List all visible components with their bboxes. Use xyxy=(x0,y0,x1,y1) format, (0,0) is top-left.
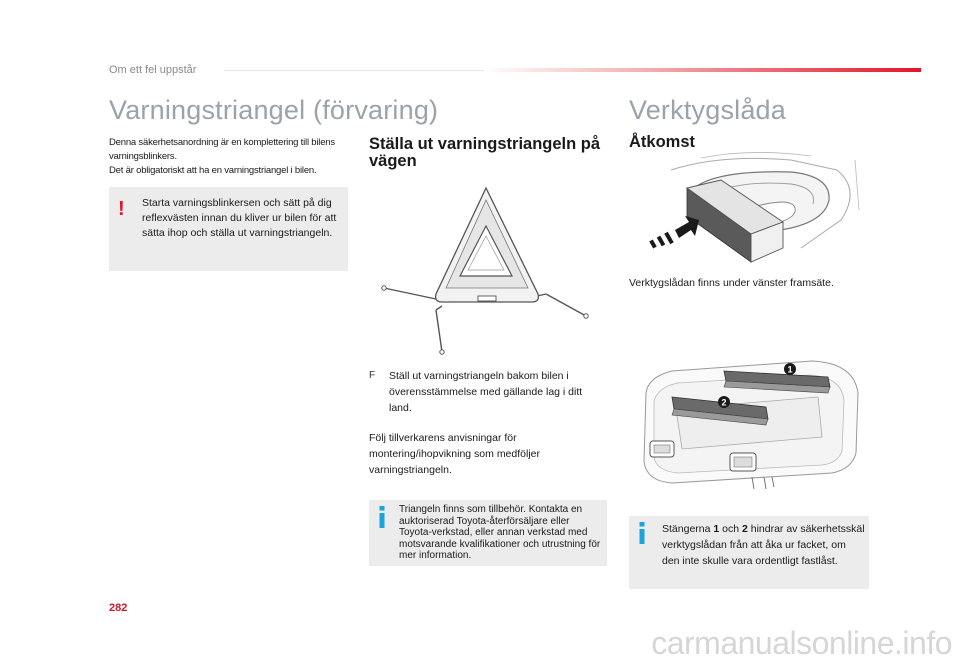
info-text-suffix: hindrar av säkerhetsskäl verktygslådan från att åka ur facket, om den inte skulle vara ordentligt fastlåst. xyxy=(662,523,865,567)
follow-instructions-text: Följ tillverkarens anvisningar för montering/ihopvikning som medföljer varningstriangeln. xyxy=(369,432,540,476)
page-title-toolbox: Verktygslåda xyxy=(629,95,786,125)
step-bullet-icon: F xyxy=(369,370,376,381)
info-bar-number-1: 1 xyxy=(713,523,720,535)
info-text-mid: och xyxy=(719,523,742,535)
warning-text: Starta varningsblinkersen och sätt på dig reflexvästen innan du kliver ur bilen för att sätta ihop och ställa ut varningstriangeln. xyxy=(142,197,337,239)
info-text-prefix: Stängerna xyxy=(662,523,714,535)
info-bar-number-2: 2 xyxy=(741,523,748,535)
info-icon xyxy=(637,522,647,544)
warning-icon: ! xyxy=(118,198,125,220)
header-accent-rule xyxy=(480,68,921,72)
warning-box xyxy=(109,187,348,271)
info-text-bars xyxy=(662,521,865,569)
info-text-accessory: Triangeln finns som tillbehör. Kontakta en auktoriserad Toyota-återförsäljare eller Toyota-verkstad, eller annan verkstad med motsvarande kvalifikationer och utrustning för mer information. xyxy=(399,504,601,561)
info-icon xyxy=(377,506,387,528)
header-rule-gray xyxy=(224,70,484,71)
toolbox-location-caption: Verktygslådan finns under vänster framsäte. xyxy=(629,277,834,289)
intro-line-2: Det är obligatoriskt att ha en varningstriangel i bilen. xyxy=(109,165,317,176)
intro-line-1: Denna säkerhetsanordning är en komplettering till bilens varningsblinkers. xyxy=(109,137,335,162)
intro-text xyxy=(109,136,354,178)
page-title-warning-triangle: Varningstriangel (förvaring) xyxy=(109,95,439,125)
callout-2: 2 xyxy=(721,397,727,408)
section-title-access: Åtkomst xyxy=(629,133,696,151)
warning-triangle-illustration xyxy=(380,184,592,360)
step-text: Ställ ut varningstriangeln bakom bilen i överensstämmelse med gällande lag i ditt land. xyxy=(389,370,583,414)
info-box-accessory xyxy=(369,500,607,566)
section-title-placing-triangle: Ställa ut varningstriangeln på vägen xyxy=(369,135,601,170)
callout-1: 1 xyxy=(787,364,793,375)
section-header: Om ett fel uppstår xyxy=(109,64,197,76)
page-number: 282 xyxy=(109,602,128,614)
watermark: carmanualsonline.info xyxy=(651,625,952,661)
seat-toolbox-illustration xyxy=(641,150,863,268)
toolbox-drawer-illustration xyxy=(632,353,864,493)
info-box-bars xyxy=(629,516,869,589)
step-place-triangle xyxy=(369,368,604,416)
